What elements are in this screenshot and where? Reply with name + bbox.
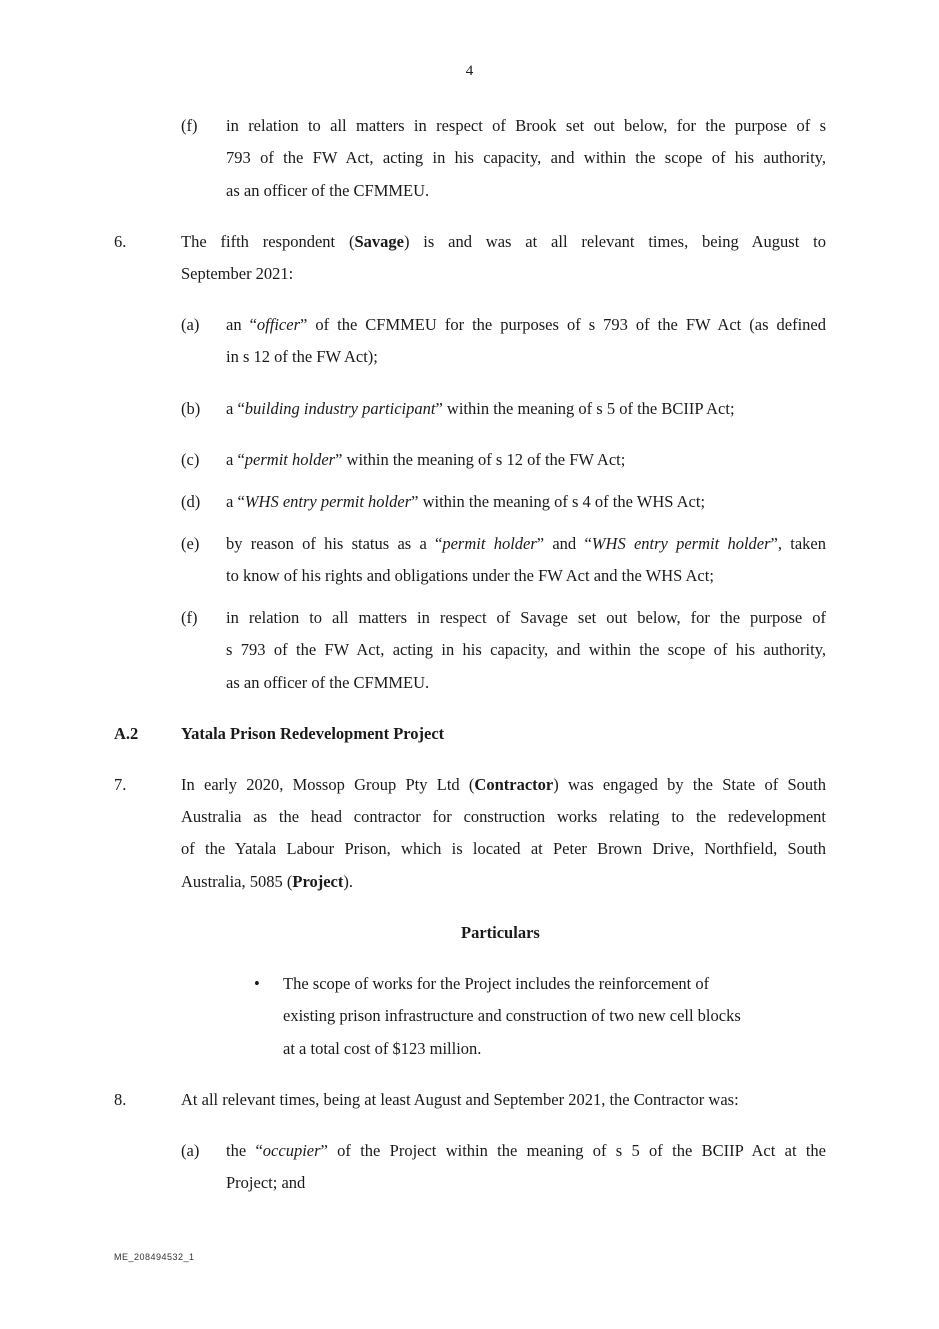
para-6b-line-1: a “building industry participant” within the meaning of s 5 of the BCIIP Act;	[226, 399, 735, 418]
para-5f-line-1: in relation to all matters in respect of Brook set out below, for the purpose of s	[226, 116, 826, 135]
para-8-line-1: At all relevant times, being at least August and September 2021, the Contractor was:	[181, 1090, 739, 1109]
para-7-line-1: In early 2020, Mossop Group Pty Ltd (Contractor) was engaged by the State of South	[181, 775, 826, 794]
para-6-line-2: September 2021:	[181, 264, 294, 283]
sub-label: (f)	[181, 116, 198, 135]
para-6-line-1: The fifth respondent (Savage) is and was at all relevant times, being August to	[181, 232, 826, 251]
sub-label: (d)	[181, 492, 201, 511]
para-6c-line-1: a “permit holder” within the meaning of s 12 of the FW Act;	[226, 450, 626, 469]
para-7-line-2: Australia as the head contractor for construction works relating to the redevelopment	[181, 807, 826, 826]
para-number: 6.	[114, 232, 127, 251]
sub-label: (c)	[181, 450, 200, 469]
page-number: 4	[465, 63, 474, 79]
para-7-line-3: of the Yatala Labour Prison, which is located at Peter Brown Drive, Northfield, South	[181, 839, 826, 858]
para-6f-line-1: in relation to all matters in respect of Savage set out below, for the purpose of	[226, 608, 826, 627]
para-6a-line-1: an “officer” of the CFMMEU for the purposes of s 793 of the FW Act (as defined	[226, 315, 826, 334]
para-8a-line-2: Project; and	[226, 1173, 306, 1192]
particulars-heading: Particulars	[461, 923, 540, 942]
sub-label: (b)	[181, 399, 201, 418]
sub-label: (f)	[181, 608, 198, 627]
para-6f-line-3: as an officer of the CFMMEU.	[226, 673, 430, 692]
para-6a-line-2: in s 12 of the FW Act);	[226, 347, 378, 366]
para-number: 7.	[114, 775, 127, 794]
para-number: 8.	[114, 1090, 127, 1109]
para-6e-line-1: by reason of his status as a “permit holder” and “WHS entry permit holder”, taken	[226, 534, 826, 553]
sub-label: (a)	[181, 1141, 200, 1160]
para-6e-line-2: to know of his rights and obligations under the FW Act and the WHS Act;	[226, 566, 714, 585]
document-reference: ME_208494532_1	[114, 1252, 195, 1262]
particulars-line-3: at a total cost of $123 million.	[283, 1039, 482, 1058]
para-8a-line-1: the “occupier” of the Project within the meaning of s 5 of the BCIIP Act at the	[226, 1141, 827, 1160]
particulars-line-1: The scope of works for the Project includes the reinforcement of	[283, 974, 710, 993]
sub-label: (e)	[181, 534, 200, 553]
para-5f-line-2: 793 of the FW Act, acting in his capacity, and within the scope of his authority,	[226, 148, 826, 167]
section-heading: Yatala Prison Redevelopment Project	[181, 724, 445, 743]
para-6d-line-1: a “WHS entry permit holder” within the meaning of s 4 of the WHS Act;	[226, 492, 706, 511]
sub-label: (a)	[181, 315, 200, 334]
para-7-line-4: Australia, 5085 (Project).	[181, 872, 353, 891]
particulars-line-2: existing prison infrastructure and construction of two new cell blocks	[283, 1006, 741, 1025]
bullet-icon: •	[254, 974, 260, 993]
para-6f-line-2: s 793 of the FW Act, acting in his capacity, and within the scope of his authority,	[226, 640, 826, 659]
para-5f-line-3: as an officer of the CFMMEU.	[226, 181, 430, 200]
section-number: A.2	[114, 724, 139, 743]
